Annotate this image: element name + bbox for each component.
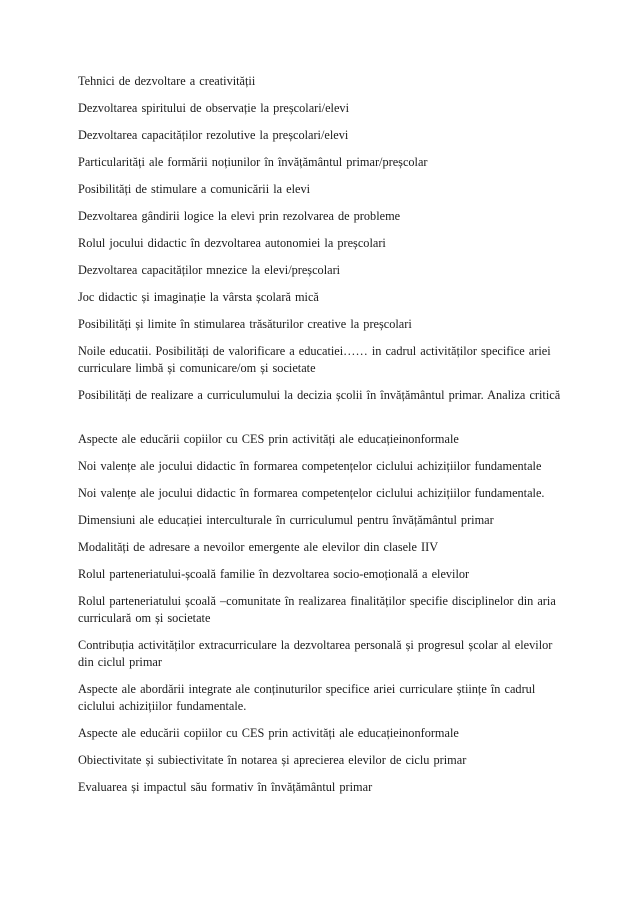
topic-item: Obiectivitate și subiectivitate în notarea și aprecierea elevilor de ciclu primar <box>78 753 467 767</box>
topic-item: Aspecte ale abordării integrate ale conținuturilor specifice ariei curriculare științe în cadrul ciclului achizițiilor fundamentale. <box>78 682 536 713</box>
topic-item: Evaluarea și impactul său formativ în învățământul primar <box>78 780 373 794</box>
topic-item: Contribuția activităților extracurriculare la dezvoltarea personală și progresul școlar al elevilor din ciclul primar <box>78 638 553 669</box>
topic-item: Posibilități de stimulare a comunicării la elevi <box>78 182 311 196</box>
topic-item: Joc didactic și imaginație la vârsta școlară mică <box>78 290 319 304</box>
topic-item: Particularități ale formării noțiunilor în învățământul primar/preșcolar <box>78 155 428 169</box>
topic-item: Noi valențe ale jocului didactic în formarea competențelor ciclului achizițiilor fundamentale <box>78 459 542 473</box>
topic-item: Aspecte ale educării copiilor cu CES prin activități ale educațieinonformale <box>78 726 459 740</box>
topic-item: Dezvoltarea capacităților rezolutive la preșcolari/elevi <box>78 128 349 142</box>
topic-item: Noi valențe ale jocului didactic în formarea competențelor ciclului achizițiilor fundamentale. <box>78 486 545 500</box>
topic-item: Dezvoltarea gândirii logice la elevi prin rezolvarea de probleme <box>78 209 401 223</box>
topic-item: Posibilități și limite în stimularea trăsăturilor creative la preșcolari <box>78 317 412 331</box>
topic-item: Tehnici de dezvoltare a creativității <box>78 74 256 88</box>
topic-item: Posibilități de realizare a curriculumului la decizia școlii în învățământul primar. Analiza critică <box>78 388 561 402</box>
topic-item: Aspecte ale educării copiilor cu CES prin activități ale educațieinonformale <box>78 432 459 446</box>
topic-item: Rolul parteneriatului școală –comunitate în realizarea finalităților specifie disciplinelor din aria curriculară om și societate <box>78 594 556 625</box>
topic-list <box>78 73 568 806</box>
topic-item: Dimensiuni ale educației interculturale în curriculumul pentru învățământul primar <box>78 513 494 527</box>
topic-item: Dezvoltarea spiritului de observație la preșcolari/elevi <box>78 101 349 115</box>
topic-item: Rolul parteneriatului-școală familie în dezvoltarea socio-emoțională a elevilor <box>78 567 470 581</box>
topic-item: Rolul jocului didactic în dezvoltarea autonomiei la preșcolari <box>78 236 386 250</box>
topic-item: Dezvoltarea capacităților mnezice la elevi/preșcolari <box>78 263 341 277</box>
topic-item: Noile educatii. Posibilități de valorificare a educatiei…… in cadrul activităților specifice ariei curriculare limbă și comunicare/om și societate <box>78 344 551 375</box>
topic-item: Modalități de adresare a nevoilor emergente ale elevilor din clasele IIV <box>78 540 439 554</box>
